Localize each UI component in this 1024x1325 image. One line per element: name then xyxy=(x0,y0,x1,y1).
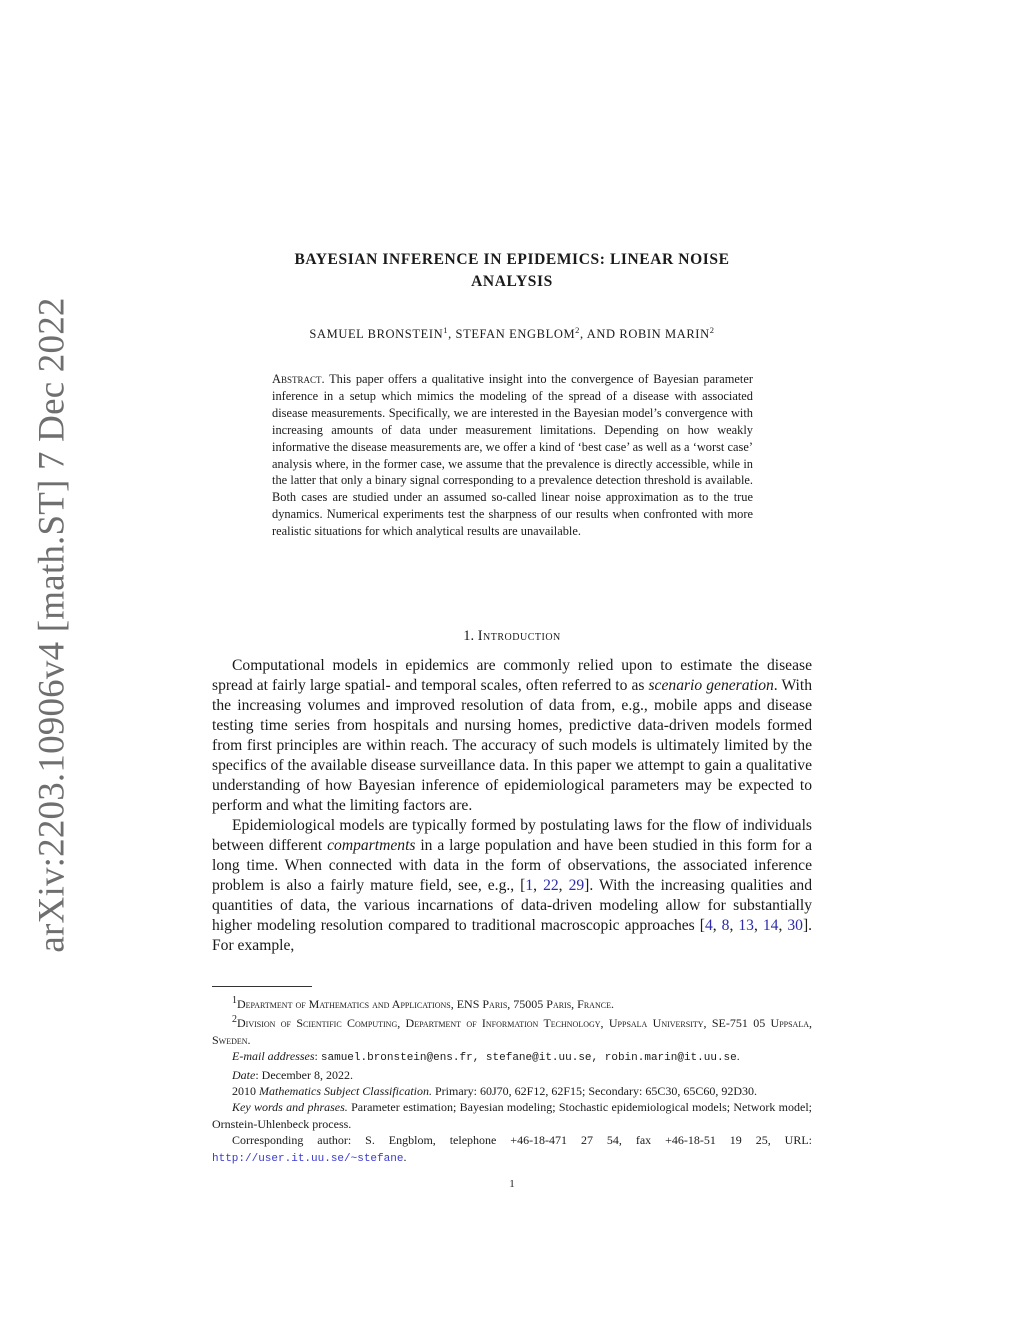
footnote-affiliation-2 xyxy=(212,1012,812,1048)
footnote-label: Date xyxy=(232,1067,256,1082)
citation-link[interactable]: 4 xyxy=(704,917,713,934)
citation-link[interactable]: 30 xyxy=(787,917,803,934)
footnote-affiliation-1 xyxy=(212,993,812,1012)
abstract-label: Abstract. xyxy=(272,372,325,386)
footnote-date: Date: December 8, 2022. xyxy=(232,1067,353,1082)
citation-link[interactable]: 29 xyxy=(568,877,585,894)
citation-link[interactable]: 22 xyxy=(543,877,559,894)
citation-link[interactable]: 1 xyxy=(525,877,534,894)
footnote-label: Key words and phrases. xyxy=(232,1100,348,1115)
text-run: in a large population and have been studied in this form for a long time. When connected with data in the form of observations, the associated inference problem is also a fairly mature field, see, e.g., [ xyxy=(212,837,812,894)
author-list xyxy=(212,325,812,342)
author-name: ROBIN MARIN xyxy=(619,327,710,342)
author-separator: , AND xyxy=(580,327,620,342)
arxiv-stamp: arXiv:2203.10906v4 [math.ST] 7 Dec 2022 xyxy=(31,297,73,953)
footnote-text: Department of Mathematics and Applications, ENS Paris, 75005 Paris, France. xyxy=(237,997,614,1011)
author-name: STEFAN ENGBLOM xyxy=(455,327,576,342)
author-url-link[interactable]: http://user.it.uu.se/~stefane xyxy=(212,1152,404,1165)
footnote-mark: 2 xyxy=(232,1014,237,1026)
text-run: ]. For example, xyxy=(212,917,813,954)
section-heading xyxy=(212,628,812,645)
text-run: . With the increasing volumes and improved resolution of data from, e.g., mobile apps and disease testing time series from hospitals and nursing homes, predictive data-driven models formed from first principles are within reach. The accuracy of such models is ultimately limited by the specifics of the available disease surveillance data. In this paper we attempt to gain a qualitative understanding of how Bayesian inference of epidemiological parameters may be expected to perform and what the limiting factors are. xyxy=(212,677,813,814)
author-name: SAMUEL BRONSTEIN xyxy=(309,327,444,342)
paper-title xyxy=(212,249,812,293)
section-title: Introduction xyxy=(477,628,561,644)
page-number: 1 xyxy=(509,1178,515,1190)
citation-link[interactable]: 14 xyxy=(762,917,779,934)
title-line-2: ANALYSIS xyxy=(471,273,553,290)
citation-link[interactable]: 8 xyxy=(721,917,730,934)
date-value: December 8, 2022. xyxy=(261,1067,353,1082)
footnote-divider xyxy=(212,986,312,987)
msc-year: 2010 xyxy=(232,1084,256,1099)
msc-codes: Primary: 60J70, 62F12, 62F15; Secondary: 65C30, 65C60, 92D30. xyxy=(434,1084,757,1099)
footnote-mark: 1 xyxy=(232,995,237,1006)
abstract-text: This paper offers a qualitative insight into the convergence of Bayesian parameter inference in a setup which mimics the modeling of the spread of a disease with associated disease measurements. Specifically, we are interested in the Bayesian model’s convergence with increasing amounts of data under measurement limitations. Depending on how weakly informative the disease measurements are, we offer a kind of ‘best case’ as well as a ‘worst case’ analysis where, in the former case, we assume that the prevalence is directly accessible, while in the latter that only a binary signal corresponding to a prevalence detection threshold is available. Both cases are studied under an assumed so-called linear noise approximation as to the true dynamics. Numerical experiments test the sharpness of our results when confronted with more realistic situations for which analytical results are unavailable. xyxy=(272,372,753,539)
citation-link[interactable]: 13 xyxy=(738,917,754,934)
title-line-1: BAYESIAN INFERENCE IN EPIDEMICS: LINEAR NOISE xyxy=(294,251,730,268)
footnote-label: Mathematics Subject Classification. xyxy=(259,1084,432,1099)
footnote-emails: E-mail addresses: samuel.bronstein@ens.fr, stefane@it.uu.se, robin.marin@it.uu.se. xyxy=(232,1049,740,1065)
footnotes xyxy=(212,993,812,1167)
affiliation-mark: 1 xyxy=(443,325,449,335)
paragraph: Epidemiological models are typically formed by postulating laws for the flow of individuals between different compartments in a large population and have been studied in this form for a long time. When connected with data in the form of observations, the associated inference problem is also a fairly mature field, see, e.g., [1, 22, 29]. With the increasing qualities and quantities of data, the various incarnations of data-driven modeling allow for substantially higher modeling resolution compared to traditional macroscopic approaches [4, 8, 13, 14, 30]. For example, xyxy=(212,817,813,954)
footnote-keywords xyxy=(212,1099,812,1132)
corresponding-text: Corresponding author: S. Engblom, telephone +46-18-471 27 54, fax +46-18-51 19 25, URL: xyxy=(232,1133,812,1148)
email-addresses: samuel.bronstein@ens.fr, stefane@it.uu.se, robin.marin@it.uu.se xyxy=(320,1052,737,1065)
footnote-text: Division of Scientific Computing, Department of Information Technology, Uppsala University, SE-751 05 Uppsala, Sweden. xyxy=(212,1016,812,1047)
affiliation-mark: 2 xyxy=(709,325,715,335)
keywords-text: Parameter estimation; Bayesian modeling; Stochastic epidemiological models; Network model; Ornstein-Uhlenbeck process. xyxy=(212,1100,813,1131)
text-run: ]. With the increasing qualities and quantities of data, the various incarnations of data-driven modeling allow for substantially higher modeling resolution compared to traditional macroscopic approaches [ xyxy=(212,877,813,934)
emphasis-text: compartments xyxy=(327,837,416,854)
footnote-label: E-mail addresses xyxy=(232,1049,315,1064)
paragraph xyxy=(212,656,812,816)
author-separator: , xyxy=(448,327,456,342)
emphasis-text: scenario generation xyxy=(648,677,774,694)
introduction-body xyxy=(212,656,812,956)
footnote-corresponding: Corresponding author: S. Engblom, telephone +46-18-471 27 54, fax +46-18-51 19 25, URL: http://user.it.uu.se/~stefane. xyxy=(212,1133,812,1165)
abstract xyxy=(272,371,753,540)
footnote-msc xyxy=(212,1083,812,1099)
section-number: 1. xyxy=(463,628,475,644)
text-run: Computational models in epidemics are commonly relied upon to estimate the disease spread at fairly large spatial- and temporal scales, often referred to as xyxy=(212,657,812,694)
affiliation-mark: 2 xyxy=(575,325,581,335)
text-run: Epidemiological models are typically formed by postulating laws for the flow of individuals between different xyxy=(212,817,812,854)
